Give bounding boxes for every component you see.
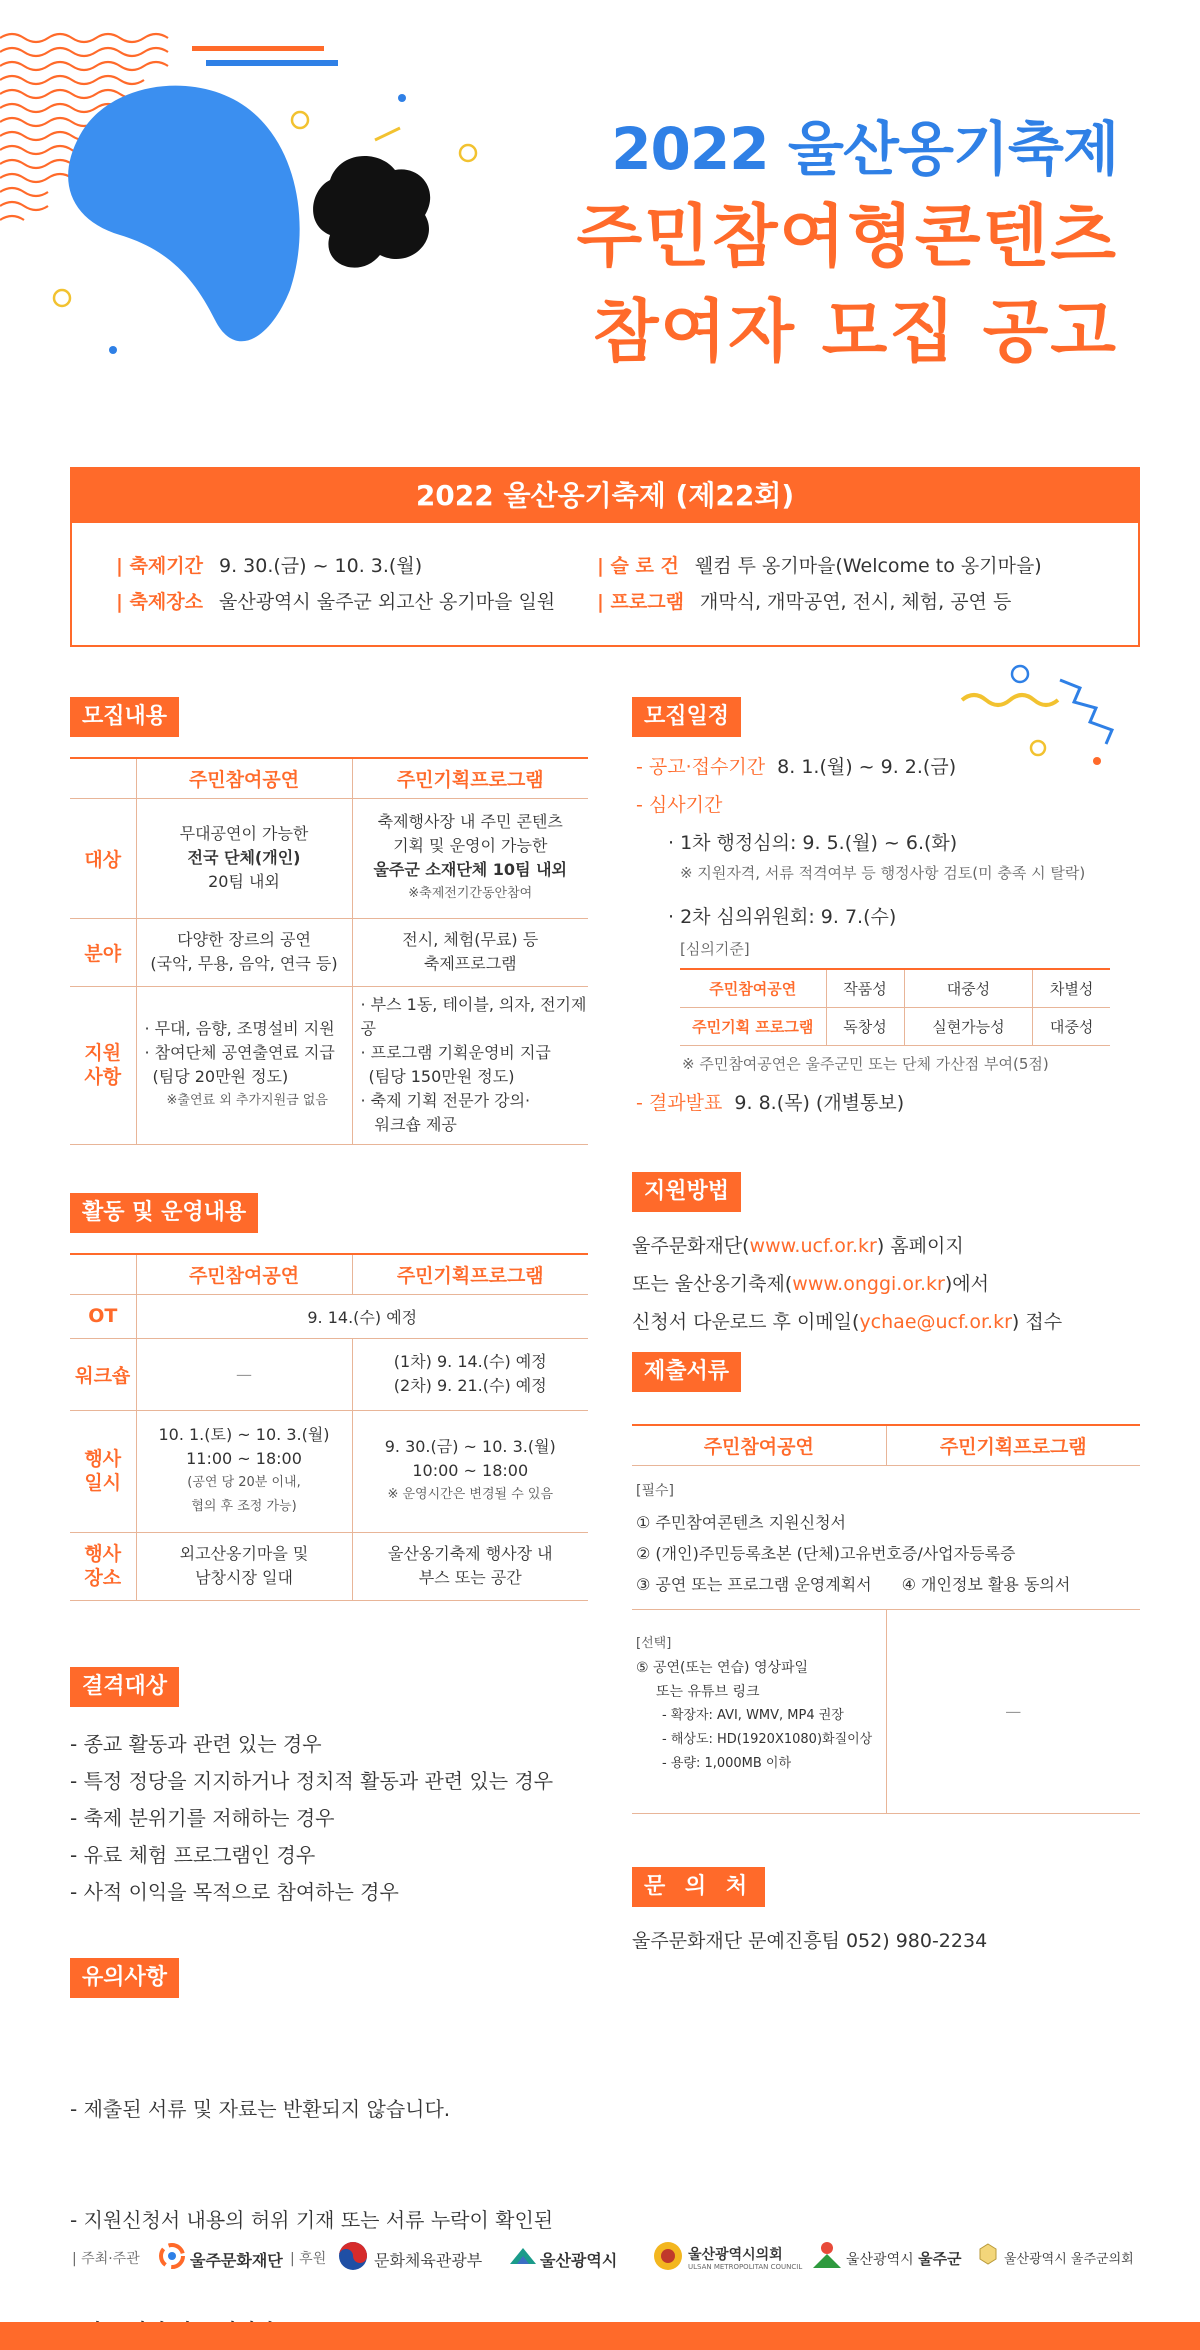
review-second: · 2차 심의위원회: 9. 7.(수): [668, 906, 897, 928]
activity-col2: 주민기획프로그램: [352, 1254, 588, 1294]
criteria-note: ※ 주민참여공연은 울주군민 또는 단체 가산점 부여(5점): [682, 1055, 1049, 1073]
text-line: - 용량: 1,000MB 이하: [662, 1755, 792, 1771]
date-b: [352, 1410, 588, 1532]
text-line: (2차) 9. 21.(수) 예정: [393, 1376, 547, 1395]
yellow-wave: [962, 695, 1058, 705]
field-a: [136, 918, 352, 986]
contact-badge: 문 의 처: [632, 1867, 765, 1907]
docs-col1: 주민참여공연: [632, 1425, 886, 1465]
text-line: 9. 30.(금) ~ 10. 3.(월): [384, 1437, 556, 1456]
text-line: 울산옹기축제 행사장 내: [387, 1544, 553, 1563]
docs-row-required: [632, 1465, 1140, 1609]
text-line: 협의 후 조정 가능): [191, 1499, 297, 1514]
caution-item: - 제출된 서류 및 자료는 반환되지 않습니다.: [70, 2097, 451, 2121]
optional-docs: [632, 1609, 886, 1813]
activity-row-place: [70, 1532, 588, 1600]
criteria-cell: 차별성: [1033, 969, 1110, 1007]
target-a: [136, 798, 352, 918]
criteria-row: [680, 969, 1110, 1007]
apply-line: [632, 1303, 1062, 1341]
mcst-logo-icon: [337, 2240, 369, 2272]
ucf-link[interactable]: www.ucf.or.kr: [749, 1235, 877, 1257]
text-line: (공연 당 20분 이내,: [187, 1475, 301, 1490]
host-label: | 주최·주관: [72, 2251, 140, 2267]
venue-value: 울산광역시 울주군 외고산 옹기마을 일원: [218, 591, 556, 613]
disqual-item: - 축제 분위기를 저해하는 경우: [70, 1806, 335, 1830]
text: 울주문화재단(: [632, 1235, 750, 1257]
sponsor-ulju-city: 울산광역시: [846, 2252, 914, 2268]
email-link[interactable]: ychae@ucf.or.kr: [859, 1311, 1012, 1333]
text-line: 외고산옹기마을 및: [179, 1544, 309, 1563]
criteria-cell: 독창성: [826, 1007, 904, 1045]
apply-text: [632, 1227, 1062, 1341]
orange-bar: [192, 46, 324, 51]
docs-col2: 주민기획프로그램: [886, 1425, 1140, 1465]
text-line: ※축제전기간동안참여: [408, 886, 533, 901]
text-line: 장소: [84, 1567, 122, 1589]
slogan-value: 웰컴 투 옹기마을(Welcome to 옹기마을): [694, 555, 1042, 577]
text-line: [선택]: [636, 1635, 672, 1651]
blue-bar: [206, 60, 338, 66]
row-label: 워크숍: [70, 1338, 136, 1410]
yellow-dash: [375, 128, 400, 140]
recruit-col1: 주민참여공연: [136, 758, 352, 798]
docs-badge: 제출서류: [632, 1352, 741, 1392]
text-line: 일시: [84, 1472, 122, 1494]
criteria-label: [심의기준]: [680, 940, 750, 958]
text-line: 기획 및 운영이 가능한: [393, 836, 548, 855]
text-line: 사항: [84, 1066, 122, 1088]
activity-row-date: [70, 1410, 588, 1532]
text-line: (1차) 9. 14.(수) 예정: [393, 1352, 547, 1371]
sponsor-ulsan-city: 울산광역시: [540, 2251, 618, 2270]
row-label: [70, 1410, 136, 1532]
text-line: 울주군 소재단체 10팀 내외: [373, 860, 568, 879]
text-line: 또는 유튜브 링크: [656, 1683, 760, 1700]
sponsor-ulju-name: 울주군: [918, 2250, 962, 2268]
festival-slogan: [597, 551, 1042, 578]
program-value: 개막식, 개막공연, 전시, 체험, 공연 등: [699, 591, 1012, 613]
header-title-line3: 참여자 모집 공고: [592, 293, 1118, 372]
text-line: (국악, 무용, 음악, 연극 등): [150, 954, 338, 973]
text-line: - 확장자: AVI, WMV, MP4 권장: [662, 1707, 844, 1723]
apply-line: [632, 1227, 1062, 1265]
schedule-decoration: [960, 660, 1150, 770]
field-b: [352, 918, 588, 986]
row-label: 분야: [70, 918, 136, 986]
criteria-cell: 작품성: [826, 969, 904, 1007]
yellow-ring: [1031, 741, 1045, 755]
disqual-item: - 사적 이익을 목적으로 참여하는 경우: [70, 1880, 399, 1904]
text-line: · 부스 1동, 테이블, 의자, 전기제공: [360, 995, 587, 1038]
festival-program: [597, 587, 1011, 614]
text-line: 축제프로그램: [423, 954, 517, 973]
text-line: ③ 공연 또는 프로그램 운영계획서: [636, 1574, 872, 1594]
bottom-bar: [0, 2322, 1200, 2350]
ucf-logo-icon: [156, 2240, 188, 2272]
period-label: | 축제기간: [116, 555, 203, 577]
workshop-b: [352, 1338, 588, 1410]
schedule-badge: 모집일정: [632, 697, 741, 737]
optional-docs-b: —: [886, 1609, 1140, 1813]
text-line: ② (개인)주민등록초본 (단체)고유번호증/사업자등록증: [636, 1543, 1016, 1563]
text-line: 10. 1.(토) ~ 10. 3.(월): [158, 1425, 330, 1444]
row-label: OT: [70, 1294, 136, 1338]
disqual-list: [70, 1726, 553, 1911]
festival-info-box: [70, 467, 1140, 647]
blue-blob: [68, 86, 300, 342]
criteria-cell: 주민기획 프로그램: [680, 1007, 826, 1045]
result-value: 9. 8.(목) (개별통보): [734, 1092, 905, 1114]
text-line: 행사: [84, 1543, 122, 1565]
docs-table: [632, 1424, 1140, 1814]
text-line: 10:00 ~ 18:00: [412, 1461, 529, 1480]
sponsor-ulju-council: 울산광역시 울주군의회: [1004, 2252, 1134, 2267]
festival-venue: [116, 587, 555, 614]
criteria-cell: 대중성: [1033, 1007, 1110, 1045]
place-a: [136, 1532, 352, 1600]
text-line: ※ 운영시간은 변경될 수 있음: [387, 1487, 554, 1502]
target-b: [352, 798, 588, 918]
text-line: 20팀 내외: [208, 872, 280, 891]
recruit-corner: [70, 758, 136, 798]
period-value: 9. 30.(금) ~ 10. 3.(월): [218, 555, 423, 577]
text-line: 전국 단체(개인): [187, 848, 301, 867]
text-line: 지원: [84, 1042, 122, 1064]
text-line: 부스 또는 공간: [418, 1568, 522, 1587]
header-title-line2: 주민참여형콘텐츠: [576, 198, 1118, 277]
text-line: ① 주민참여콘텐츠 지원신청서: [636, 1512, 846, 1532]
sponsor-ulsan-council: 울산광역시의회: [688, 2247, 783, 2263]
row-label: 대상: [70, 798, 136, 918]
onggi-link[interactable]: www.onggi.or.kr: [792, 1273, 945, 1295]
date-a: [136, 1410, 352, 1532]
text-line: ④ 개인정보 활용 동의서: [901, 1574, 1071, 1594]
activity-col1: 주민참여공연: [136, 1254, 352, 1294]
black-blob: [313, 156, 430, 268]
criteria-cell: 실현가능성: [904, 1007, 1033, 1045]
review-first-note: ※ 지원자격, 서류 적격여부 등 행정사항 검토(미 충족 시 탈락): [680, 864, 1086, 882]
blue-dot: [398, 94, 406, 102]
notice-value: 8. 1.(월) ~ 9. 2.(금): [777, 756, 957, 778]
blue-dot: [109, 346, 117, 354]
slogan-label: | 슬 로 건: [597, 555, 679, 577]
text: 또는 울산옹기축제(: [632, 1273, 793, 1295]
recruit-table: [70, 757, 588, 1145]
notice-label: - 공고·접수기간: [636, 756, 766, 778]
text-line: 다양한 장르의 공연: [177, 930, 311, 949]
venue-label: | 축제장소: [116, 591, 203, 613]
yellow-ring: [54, 290, 70, 306]
recruit-col2: 주민기획프로그램: [352, 758, 588, 798]
header-decoration: [0, 0, 520, 400]
ulsan-city-logo-icon: [508, 2244, 538, 2268]
text: )에서: [944, 1273, 989, 1295]
ulju-council-logo-icon: [976, 2242, 1000, 2266]
text: ) 홈페이지: [876, 1235, 964, 1257]
activity-corner: [70, 1254, 136, 1294]
criteria-table: [680, 968, 1110, 1046]
row-label: [70, 986, 136, 1144]
program-label: | 프로그램: [597, 591, 684, 613]
header-year-title: 2022 울산옹기축제: [611, 115, 1118, 183]
text-line: · 참여단체 공연출연료 지급: [144, 1043, 335, 1062]
text-line: [필수]: [636, 1482, 674, 1499]
text-line: (팀당 150만원 정도): [368, 1067, 515, 1086]
support-label: | 후원: [290, 2251, 327, 2267]
docs-row-optional: [632, 1609, 1140, 1813]
sponsor-ulju-county: [846, 2248, 962, 2269]
text-line: 축제행사장 내 주민 콘텐츠: [377, 812, 563, 831]
text-line: 전시, 체험(무료) 등: [402, 930, 539, 949]
host-name: 울주문화재단: [190, 2251, 283, 2270]
text-line: ※출연료 외 추가지원금 없음: [166, 1093, 328, 1108]
notice-period: [636, 752, 956, 779]
text-line: - 해상도: HD(1920X1080)화질이상: [662, 1731, 873, 1747]
text-line: 행사: [84, 1448, 122, 1470]
criteria-cell: 주민참여공연: [680, 969, 826, 1007]
recruit-row-field: [70, 918, 588, 986]
result-label: - 결과발표: [636, 1092, 723, 1114]
workshop-a: —: [136, 1338, 352, 1410]
caution-list: [70, 2017, 553, 2350]
support-a: [136, 986, 352, 1144]
support-b: [352, 986, 588, 1144]
text: 신청서 다운로드 후 이메일(: [632, 1311, 860, 1333]
review-label: - 심사기간: [636, 794, 723, 816]
caution-item: - 지원신청서 내용의 허위 기재 또는 서류 누락이 확인된: [70, 2208, 554, 2232]
festival-title: 2022 울산옹기축제 (제22회): [72, 469, 1138, 523]
contact-text: 울주문화재단 문예진흥팀 052) 980-2234: [632, 1930, 988, 1952]
criteria-row: [680, 1007, 1110, 1045]
activity-row-workshop: [70, 1338, 588, 1410]
blue-ring: [1012, 666, 1028, 682]
ot-value: 9. 14.(수) 예정: [136, 1294, 588, 1338]
disqual-item: - 유료 체험 프로그램인 경우: [70, 1843, 316, 1867]
recruit-row-support: [70, 986, 588, 1144]
ulsan-council-logo-icon: [652, 2240, 684, 2272]
disqual-item: - 종교 활동과 관련 있는 경우: [70, 1732, 322, 1756]
apply-badge: 지원방법: [632, 1172, 741, 1212]
disqual-badge: 결격대상: [70, 1667, 179, 1707]
orange-dot: [1093, 757, 1101, 765]
activity-badge: 활동 및 운영내용: [70, 1193, 258, 1233]
sponsor-mcst: 문화체육관광부: [374, 2251, 483, 2270]
text-line: ⑤ 공연(또는 연습) 영상파일: [636, 1659, 809, 1676]
caution-badge: 유의사항: [70, 1958, 179, 1998]
disqual-item: - 특정 정당을 지지하거나 정치적 활동과 관련 있는 경우: [70, 1769, 554, 1793]
ulju-county-logo-icon: [810, 2238, 844, 2272]
text-line: (팀당 20만원 정도): [152, 1067, 289, 1086]
text-line: 워크숍 제공: [374, 1115, 457, 1134]
festival-period: [116, 551, 422, 578]
apply-line: [632, 1265, 1062, 1303]
text-line: · 무대, 음향, 조명설비 지원: [144, 1019, 335, 1038]
text-line: 무대공연이 가능한: [179, 824, 309, 843]
recruit-badge: 모집내용: [70, 697, 179, 737]
yellow-ring: [292, 112, 308, 128]
activity-table: [70, 1253, 588, 1601]
blue-zigzag: [1060, 680, 1112, 744]
criteria-cell: 대중성: [904, 969, 1033, 1007]
row-label: [70, 1532, 136, 1600]
text: ) 접수: [1011, 1311, 1063, 1333]
text-line: 남창시장 일대: [195, 1568, 293, 1587]
activity-row-ot: [70, 1294, 588, 1338]
text-line: · 축제 기획 전문가 강의·: [360, 1091, 531, 1110]
yellow-ring: [460, 145, 476, 161]
place-b: [352, 1532, 588, 1600]
sponsor-ulsan-council-en: ULSAN METROPOLITAN COUNCIL: [688, 2263, 803, 2271]
text-line: · 프로그램 기획운영비 지급: [360, 1043, 551, 1062]
text-line: 11:00 ~ 18:00: [186, 1449, 302, 1468]
recruit-row-target: [70, 798, 588, 918]
required-docs: [632, 1465, 1140, 1609]
review-first: · 1차 행정심의: 9. 5.(월) ~ 6.(화): [668, 832, 958, 854]
result: [636, 1088, 904, 1115]
